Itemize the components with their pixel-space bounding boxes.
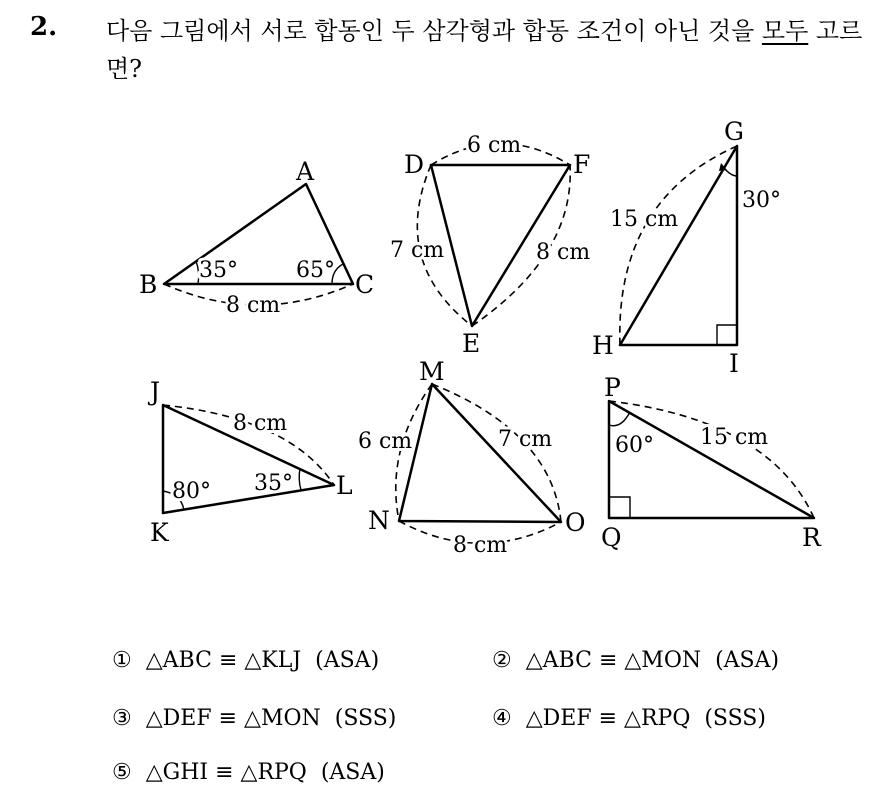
angle-arc-l (299, 468, 301, 490)
triangle-mno (399, 384, 561, 522)
right-angle-i (717, 325, 737, 345)
side-label-de: 7 cm (390, 238, 445, 263)
angle-label-g: 30° (742, 188, 781, 213)
choice-text: △DEF ≡ △RPQ (SSS) (525, 706, 766, 731)
vertex-h: H (592, 331, 614, 360)
choice-marker: ③ (112, 706, 132, 731)
choice-text: △DEF ≡ △MON (SSS) (145, 706, 397, 731)
choice-text: △ABC ≡ △KLJ (ASA) (145, 648, 380, 673)
vertex-i: I (729, 349, 739, 378)
vertex-q: Q (601, 523, 622, 552)
choice-2[interactable] (492, 648, 779, 673)
triangle-pqr (609, 401, 814, 518)
vertex-r: R (802, 523, 821, 552)
angle-label-l: 35° (254, 471, 293, 496)
vertex-k: K (150, 518, 169, 547)
choice-marker: ④ (492, 706, 512, 731)
question-emphasis: 모두 (761, 17, 809, 45)
vertex-b: B (139, 270, 158, 299)
choice-5[interactable] (112, 760, 385, 785)
choice-text: △ABC ≡ △MON (ASA) (525, 648, 780, 673)
side-label-jl: 8 cm (233, 411, 288, 436)
choice-4[interactable] (492, 706, 766, 731)
side-label-ef: 8 cm (536, 240, 591, 265)
side-label-pr: 15 cm (700, 425, 769, 450)
angle-arc-p (609, 412, 630, 426)
question-text-before: 다음 그림에서 서로 합동인 두 삼각형과 합동 조건이 아닌 것을 (106, 17, 762, 45)
side-label-bc: 8 cm (226, 293, 281, 318)
vertex-a: A (296, 157, 315, 186)
vertex-j: J (150, 377, 161, 406)
side-label-gh: 15 cm (610, 207, 679, 232)
choice-3[interactable] (112, 706, 396, 731)
angle-label-c: 65° (296, 258, 335, 283)
choice-marker: ⑤ (112, 760, 132, 785)
side-label-mn: 6 cm (358, 429, 413, 454)
question-text-after: 고르면? (106, 17, 863, 83)
side-label-no: 8 cm (453, 533, 508, 558)
vertex-n: N (368, 506, 390, 535)
vertex-m: M (419, 357, 445, 386)
choice-text: △GHI ≡ △RPQ (ASA) (145, 760, 385, 785)
right-angle-q (609, 497, 630, 518)
angle-label-b: 35° (199, 258, 238, 283)
choice-marker: ① (112, 648, 132, 673)
side-label-mo: 7 cm (498, 427, 553, 452)
vertex-g: G (724, 117, 744, 146)
angle-label-k: 80° (172, 479, 211, 504)
vertex-o: O (565, 508, 586, 537)
vertex-e: E (462, 329, 481, 358)
triangle-ghi (620, 146, 737, 345)
vertex-l: L (336, 471, 353, 500)
angle-label-p: 60° (615, 433, 654, 458)
vertex-p: P (604, 373, 621, 402)
question-number: 2. (30, 12, 58, 42)
choice-1[interactable] (112, 648, 379, 673)
vertex-f: F (573, 150, 591, 179)
vertex-c: C (355, 270, 375, 299)
vertex-d: D (404, 150, 425, 179)
choice-marker: ② (492, 648, 512, 673)
side-label-df: 6 cm (467, 133, 522, 158)
